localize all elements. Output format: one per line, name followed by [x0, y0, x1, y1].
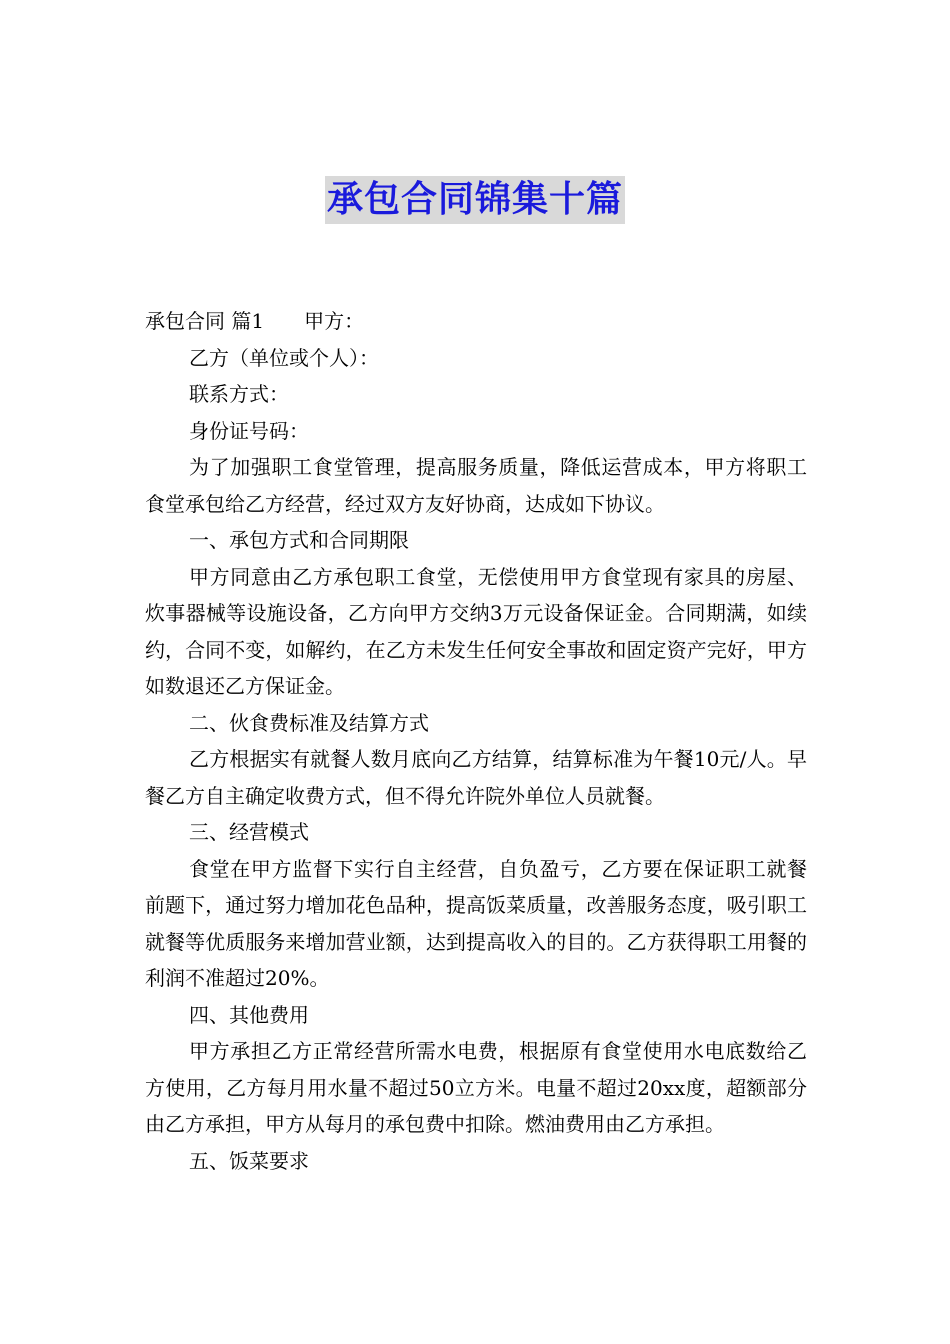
id-number-line: 身份证号码： [189, 418, 309, 443]
section-paragraph-3: 食堂在甲方监督下实行自主经营，自负盈亏，乙方要在保证职工就餐前题下，通过努力增加花色品种，提高饭菜质量，改善服务态度，吸引职工就餐等优质服务来增加营业额，达到提高收入的目的。乙方获得职工用餐的利润不准超过20%。 [145, 856, 807, 990]
party-a-label: 甲方： [304, 309, 365, 333]
section-heading-5: 五、饭菜要求 [189, 1148, 309, 1173]
section-heading-2: 二、伙食费标准及结算方式 [189, 710, 429, 735]
document-title: 承包合同锦集十篇 [325, 176, 625, 224]
section-paragraph-2: 乙方根据实有就餐人数月底向乙方结算，结算标准为午餐10元/人。早餐乙方自主确定收费方式，但不得允许院外单位人员就餐。 [145, 747, 807, 808]
section-heading-3: 三、经营模式 [189, 820, 309, 844]
section-paragraph-1: 甲方同意由乙方承包职工食堂，无偿使用甲方食堂现有家具的房屋、炊事器械等设施设备，乙方向甲方交纳3万元设备保证金。合同期满，如续约，合同不变，如解约，在乙方未发生任何安全事故和固定资产完好，甲方如数退还乙方保证金。 [145, 564, 807, 698]
party-b-line: 乙方（单位或个人）： [189, 345, 379, 370]
first-line [145, 303, 807, 340]
section-heading-1: 一、承包方式和合同期限 [189, 528, 409, 552]
intro-paragraph: 为了加强职工食堂管理，提高服务质量，降低运营成本，甲方将职工食堂承包给乙方经营，经过双方友好协商，达成如下协议。 [145, 455, 807, 516]
title-container [0, 176, 950, 224]
contact-line: 联系方式： [189, 382, 289, 406]
section-paragraph-4: 甲方承担乙方正常经营所需水电费，根据原有食堂使用水电底数给乙方使用，乙方每月用水量不超过50立方米。电量不超过20xx度，超额部分由乙方承担，甲方从每月的承包费中扣除。燃油费用由乙方承担。 [145, 1039, 807, 1136]
section-heading-4: 四、其他费用 [189, 1002, 309, 1027]
document-body [145, 303, 807, 1179]
section-label: 承包合同 篇1 [145, 309, 265, 333]
